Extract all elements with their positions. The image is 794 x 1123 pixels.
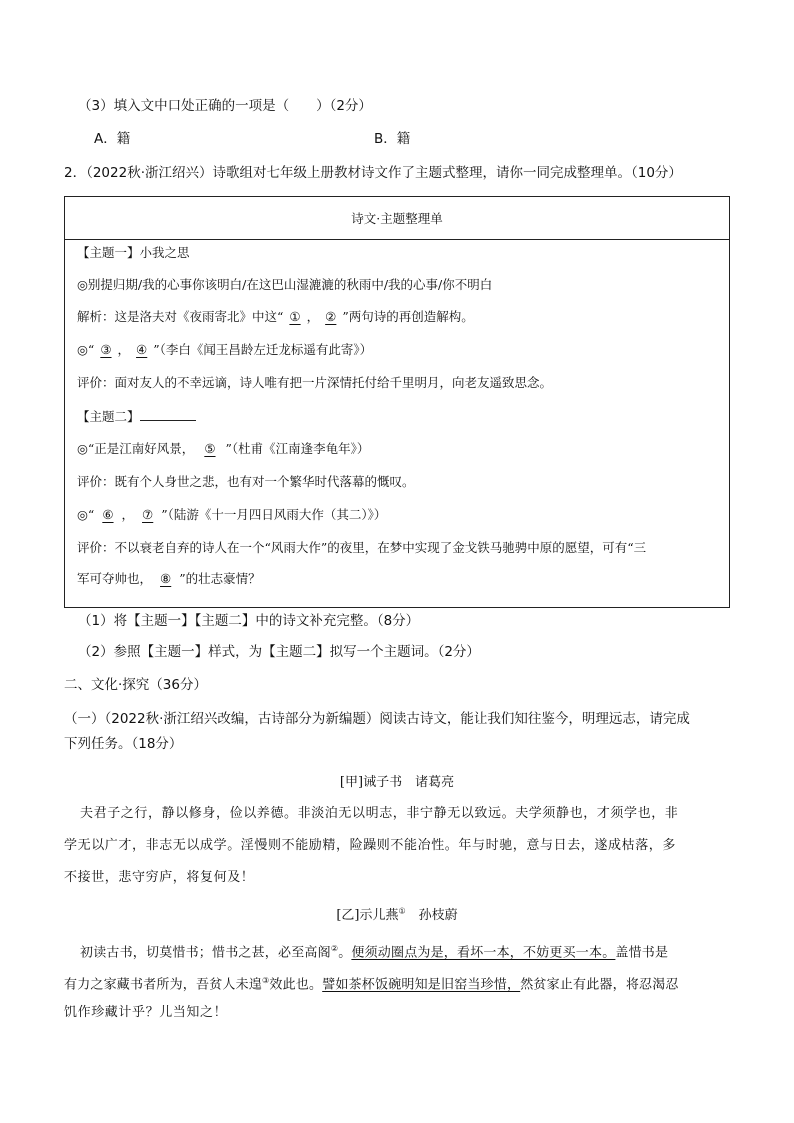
text-b-line-3: 饥作珍藏计乎？儿当知之！ [64,1005,228,1020]
eval3-post: ”的壮志豪情？ [179,571,261,586]
blank-7: ⑦ [142,507,154,522]
analysis-line [77,307,474,327]
section-2-heading: 二、文化·探究（36分） [64,677,207,693]
poem-du-fu-line [77,439,369,459]
text-b-title [0,904,794,923]
blank-6: ⑥ [102,507,114,522]
analysis-post: ”两句诗的再创造解构。 [342,309,474,324]
theme-table [64,196,730,608]
part-1-line-1: （一）（2022秋·浙江绍兴改编，古诗部分为新编题）阅读古诗文，能让我们知往鉴今，明理远志，请完成 [64,711,690,727]
text-b-line-2 [64,965,710,1001]
evaluation-2: 评价：既有个人身世之悲，也有对一个繁华时代落幕的慨叹。 [77,474,415,489]
theme2-blank [140,406,196,421]
evaluation-3-line-2 [77,569,261,589]
text-b-l1-b: 。 [338,945,352,961]
text-b-underlined-1: 便须动圈点为是，看坏一本，不妨更买一本。 [351,945,616,961]
part-1-line-2: 下列任务。（18分） [64,736,183,752]
table-title: 诗文·主题整理单 [351,211,443,226]
text-a-line-3: 不接世，悲守穷庐，将复何及！ [64,870,255,885]
blank-4: ④ [136,342,148,357]
l9-post: ”（陆游《十一月四日风雨大作（其二）》） [161,507,387,522]
question-3: （3）填入文中口处正确的一项是（ ）（2分） [78,98,372,114]
blank-8: ⑧ [160,571,172,586]
text-b-line-1 [80,933,726,969]
footnote-3-marker: ③ [262,976,270,985]
l4-pre: ◎“ [77,342,95,357]
footnote-2-marker: ② [330,944,339,953]
evaluation-1: 评价：面对友人的不幸远谪，诗人唯有把一片深情托付给千里明月，向老友遥致思念。 [77,375,553,390]
blank-1: ① [289,309,301,324]
sub-question-2: （2）参照【主题一】样式，为【主题二】拟写一个主题词。（2分） [78,644,480,660]
option-b: B．籍 [374,131,411,147]
l9-pre: ◎“ [77,507,95,522]
option-a: A．籍 [94,131,131,147]
text-b-author: 孙枝蔚 [405,908,458,923]
text-b-l1-c: 盖惜书是 [615,945,669,961]
text-a-title: [甲]诫子书 诸葛亮 [339,775,455,790]
text-a-line-2: 学无以广才，非志无以成学。淫慢则不能励精，险躁则不能冶性。年与时驰，意与日去，遂成枯落，多 [64,838,677,853]
evaluation-3-line-1: 评价：不以衰老自弃的诗人在一个“风雨大作”的夜里，在梦中实现了金戈铁马驰骋中原的愿望，可有“三 [77,540,647,555]
text-b-l2-b: 效此也。 [269,977,323,993]
poem-line: ◎别提归期/我的心事你该明白/在这巴山湿漉漉的秋雨中/我的心事/你不明白 [77,277,493,292]
text-b-underlined-2: 譬如茶杯饭碗明知是旧窑当珍惜， [322,977,521,993]
blank-3: ③ [100,342,112,357]
analysis-mid: ， [306,309,320,324]
text-b-l1-a: 初读古书，切莫惜书；惜书之甚，必至高阁 [80,945,331,961]
poem-li-bai-line [77,340,372,360]
text-b-l2-c: 然贫家止有此器，将忍渴忍 [520,977,679,993]
poem-lu-you-line [77,505,386,525]
text-b-title-main: [乙]示儿燕 [336,908,399,923]
l7-pre: ◎“正是江南好风景， [77,441,195,456]
theme1-label: 【主题一】小我之思 [77,245,190,260]
blank-5: ⑤ [204,441,216,456]
text-b-l2-a: 有力之家藏书者所为，吾贫人未遑 [64,977,263,993]
analysis-pre: 解析：这是洛夫对《夜雨寄北》中这“ [77,309,284,324]
theme2-label: 【主题二】 [77,409,140,424]
table-title-row [65,197,729,240]
l4-post: ”（李白《闻王昌龄左迁龙标遥有此寄》） [153,342,373,357]
footnote-1-marker: ① [398,906,406,916]
blank-2: ② [325,309,337,324]
l4-mid: ， [117,342,131,357]
eval3-pre: 军可夺帅也， [77,571,153,586]
question-2-header: 2．（2022秋·浙江绍兴）诗歌组对七年级上册教材诗文作了主题式整理，请你一同完成整理单。（10分） [64,165,682,181]
sub-question-1: （1）将【主题一】【主题二】中的诗文补充完整。（8分） [78,613,420,629]
text-a-line-1: 夫君子之行，静以修身，俭以养德。非淡泊无以明志，非宁静无以致远。夫学须静也，才须学也，非 [80,806,679,821]
theme2-line [77,406,196,427]
l7-post: ”（杜甫《江南逢李龟年》） [225,441,370,456]
l9-mid: ， [121,507,135,522]
